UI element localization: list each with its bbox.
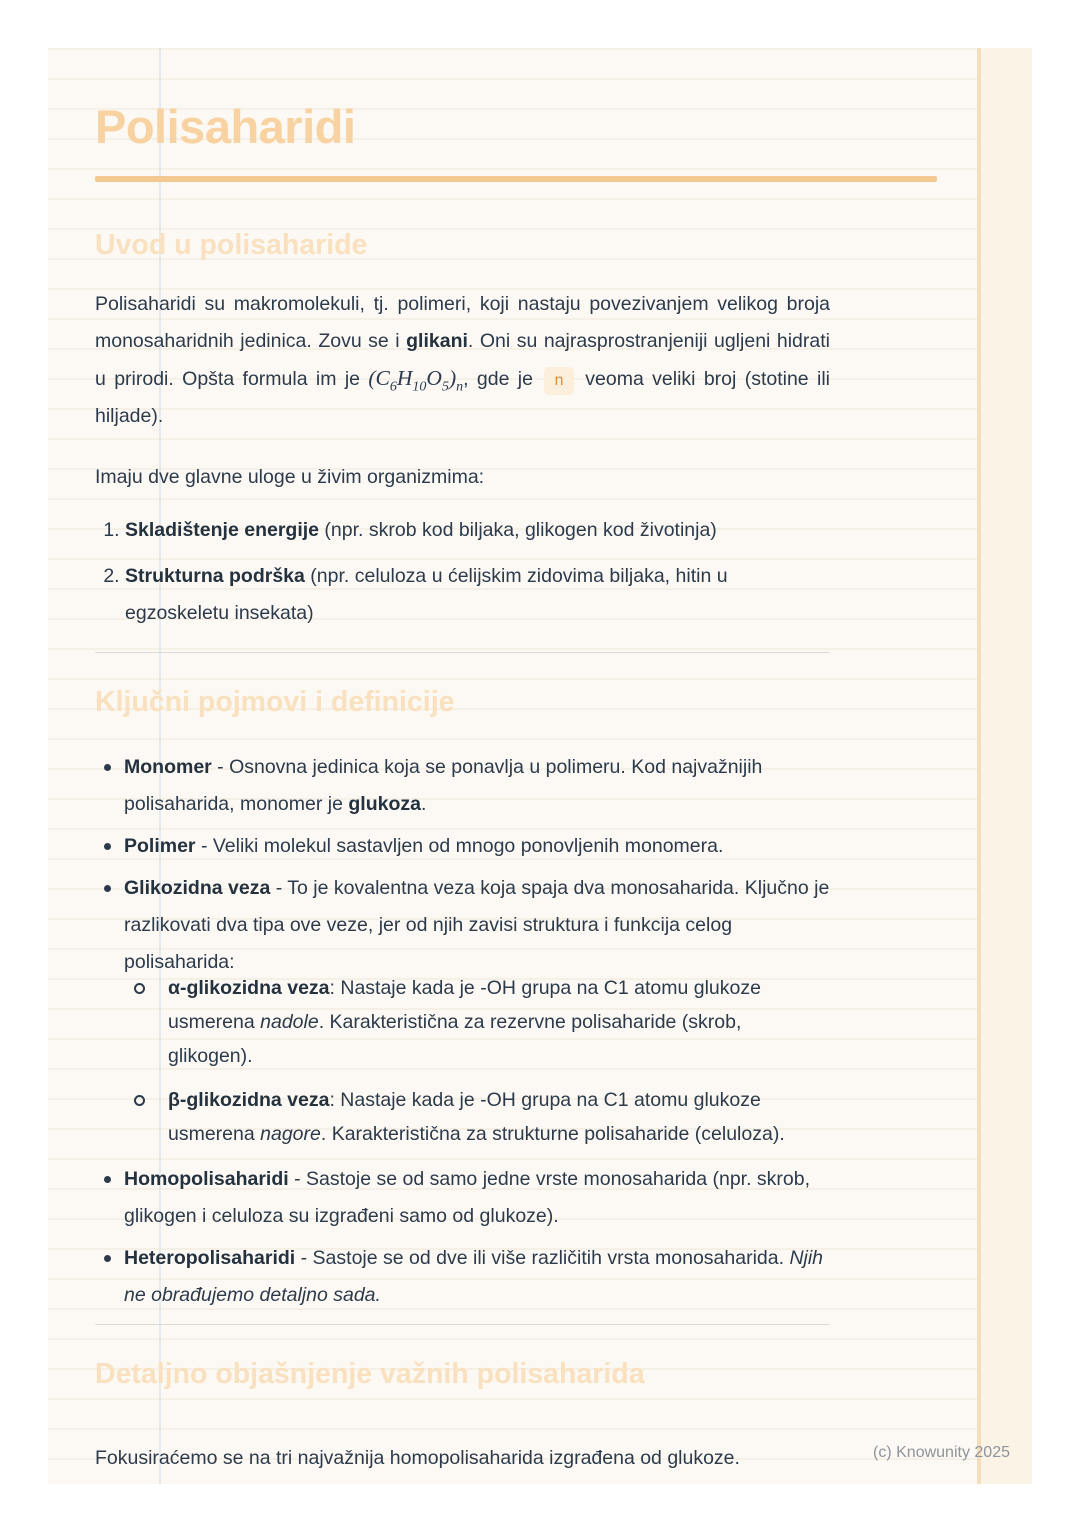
terms-list bbox=[95, 749, 830, 1314]
roles-list bbox=[95, 512, 830, 632]
document-page bbox=[48, 48, 1032, 1484]
list-item: 1. Skladištenje energije (npr. skrob kod biljaka, glikogen kod životinja) bbox=[125, 512, 830, 549]
section-divider bbox=[95, 652, 830, 653]
title-divider bbox=[95, 176, 937, 182]
glycosidic-sublist bbox=[124, 971, 830, 1151]
list-item-text: Glikozidna veza - To je kovalentna veza koja spaja dva monosaharida. Ključno je razlikovati dva tipa ove veze, jer od njih zavisi struktura i funkcija celog polisaharida: bbox=[124, 877, 830, 974]
list-item: 2. Strukturna podrška (npr. celuloza u ćelijskim zidovima biljaka, hitin u egzoskeletu insekata) bbox=[125, 558, 830, 632]
list-item: Monomer - Osnovna jedinica koja se ponavlja u polimeru. Kod najvažnijih polisaharida, monomer je glukoza. bbox=[95, 749, 830, 823]
list-item: β-glikozidna veza: Nastaje kada je -OH grupa na C1 atomu glukoze usmerena nagore. Karakteristična za strukturne polisaharide (celuloza). bbox=[124, 1083, 830, 1151]
list-item bbox=[95, 870, 830, 1151]
list-item: α-glikozidna veza: Nastaje kada je -OH grupa na C1 atomu glukoze usmerena nadole. Karakteristična za rezervne polisaharide (skrob, glikogen). bbox=[124, 971, 830, 1073]
roles-intro-paragraph: Imaju dve glavne uloge u živim organizmima: bbox=[95, 466, 485, 489]
section-heading-terms: Ključni pojmovi i definicije bbox=[95, 686, 455, 719]
notebook-right-strip bbox=[981, 48, 1032, 1484]
list-item: Homopolisaharidi - Sastoje se od samo jedne vrste monosaharida (npr. skrob, glikogen i celuloza su izgrađeni samo od glukoze). bbox=[95, 1161, 830, 1235]
section-heading-intro: Uvod u polisaharide bbox=[95, 229, 368, 262]
intro-paragraph: Polisaharidi su makromolekuli, tj. polimeri, koji nastaju povezivanjem velikog broja monosaharidnih jedinica. Zovu se i glikani. Oni su najrasprostranjeniji ugljeni hidrati u prirodi. Opšta formula im je $(C_6H_{10}O_5)_n$, gde je n veoma veliki broj (stotine ili hiljade). bbox=[95, 293, 830, 428]
section-heading-detail: Detaljno objašnjenje važnih polisaharida bbox=[95, 1358, 645, 1391]
list-item: Polimer - Veliki molekul sastavljen od mnogo ponovljenih monomera. bbox=[95, 828, 830, 865]
page-title: Polisaharidi bbox=[95, 100, 356, 153]
document-content bbox=[95, 48, 937, 1477]
section-divider bbox=[95, 1324, 830, 1325]
watermark: (c) Knowunity 2025 bbox=[873, 1444, 1010, 1461]
detail-paragraph: Fokusiraćemo se na tri najvažnija homopolisaharida izgrađena od glukoze. bbox=[95, 1446, 740, 1469]
list-item: Heteropolisaharidi - Sastoje se od dve ili više različitih vrsta monosaharida. Njih ne obrađujemo detaljno sada. bbox=[95, 1240, 830, 1314]
notebook-accent-line bbox=[977, 48, 981, 1484]
